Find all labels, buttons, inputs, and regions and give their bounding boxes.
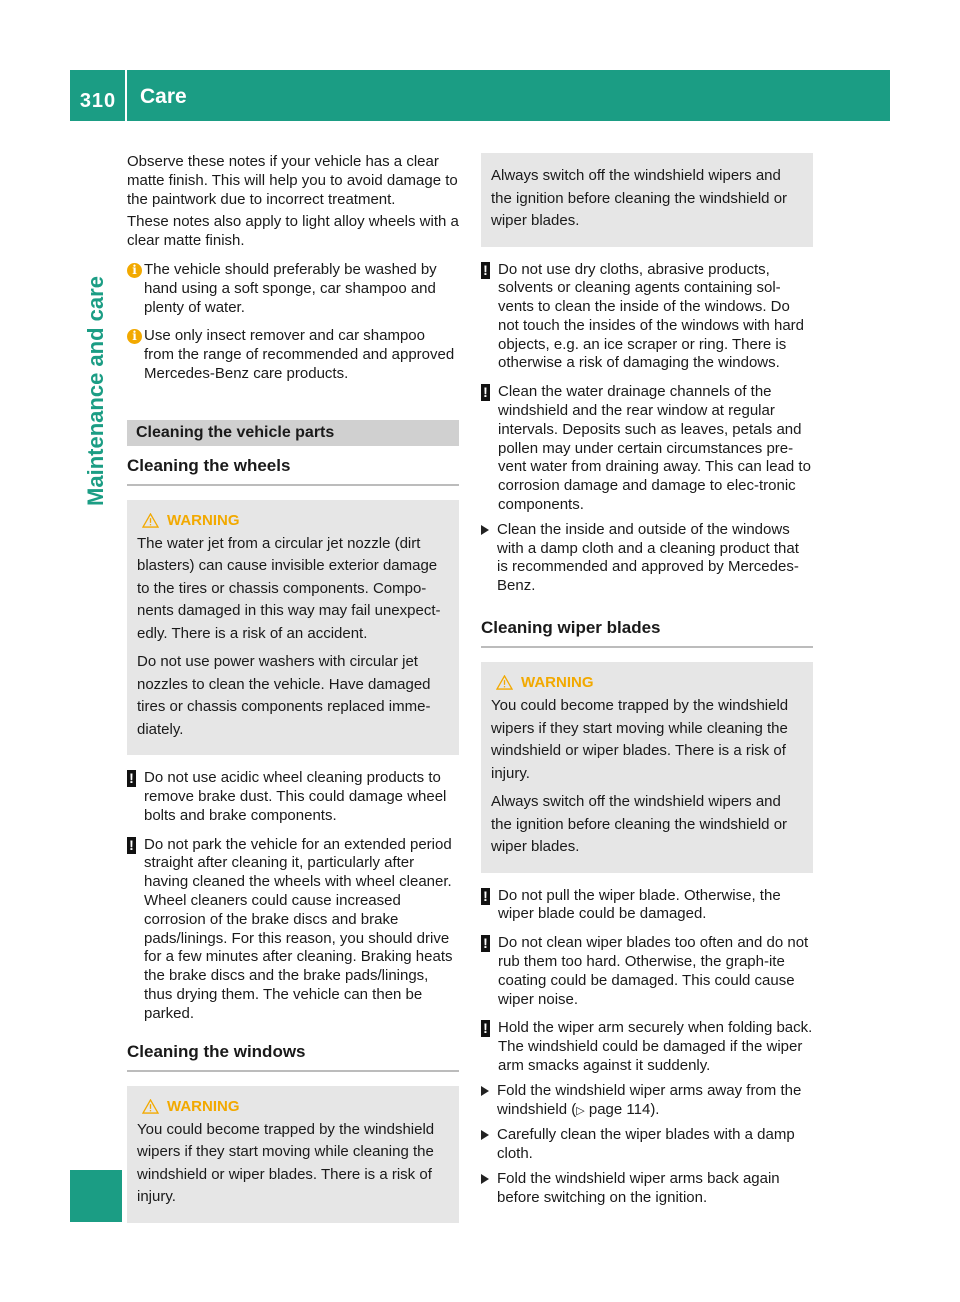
caution-note <box>481 1019 813 1075</box>
caution-note <box>481 934 813 1009</box>
warning-text: You could become trapped by the windshield wipers if they start moving while cleaning the windshield or wiper blades. There is a risk of injury. <box>491 697 789 782</box>
action-step <box>481 521 813 596</box>
side-tab <box>70 121 122 661</box>
warning-box <box>481 662 813 873</box>
warning-title-text: WARNING <box>521 674 594 692</box>
side-tab-label: Maintenance and care <box>83 276 108 506</box>
right-column <box>481 153 813 1214</box>
warning-text: Always switch off the windshield wipers and the ignition before cleaning the windshield or wiper blades. <box>491 793 788 856</box>
warning-text: Do not use power washers with circular jet nozzles to clean the vehicle. Have damaged tires or chassis components replaced imme-diately. <box>137 653 431 738</box>
page-reference-icon: ▷ <box>576 1104 585 1117</box>
caution-note <box>481 887 813 925</box>
caution-note <box>481 261 813 374</box>
warning-title <box>137 512 449 529</box>
warning-text: You could become trapped by the windshield wipers if they start moving while cleaning the windshield or wiper blades. There is a risk of injury. <box>137 1120 435 1206</box>
caution-note-text: Clean the water drainage channels of the windshield and the rear window at regular intervals. Deposits such as leaves, petals and pollen may under certain circumstances pre-vent water from draining away. This can lead to corrosion damage and damage to elec-tronic components. <box>498 383 811 514</box>
header-bar <box>70 70 890 121</box>
warning-text: The water jet from a circular jet nozzle (dirt blasters) can cause invisible exterior damage to the tires or chassis components. Compo-nents damaged in this way may fail unexpect-edly. There is a risk of an accident. <box>137 534 441 642</box>
warning-title-text: WARNING <box>167 511 240 529</box>
action-step-text-part: Fold the windshield wiper arms away from the windshield ( <box>497 1081 802 1118</box>
subsection-heading-wheels: Cleaning the wheels <box>127 456 459 486</box>
exclamation-icon: ! <box>481 262 490 279</box>
left-column <box>127 153 459 1237</box>
warning-triangle-icon <box>496 675 513 690</box>
chapter-title: Care <box>140 85 187 108</box>
caution-note-text: Do not pull the wiper blade. Otherwise, the wiper blade could be damaged. <box>498 886 781 923</box>
section-title: Cleaning the vehicle parts <box>127 420 459 446</box>
arrow-right-icon <box>481 1130 489 1140</box>
info-note <box>127 261 459 317</box>
warning-title-text: WARNING <box>167 1097 240 1115</box>
warning-text: Always switch off the windshield wipers and the ignition before cleaning the windshield or wiper blades. <box>491 167 788 229</box>
caution-note <box>127 836 459 1024</box>
caution-note-text: Do not park the vehicle for an extended period straight after cleaning it, particularly after having cleaned the wheels with wheel cleaner. Wheel cleaners could cause increased corrosion of the brake discs and brake pads/linings. For this reason, you should drive for a few minutes after cleaning. Braking heats the brake discs and the brake pads/linings, thus drying them. The vehicle can then be parked. <box>144 835 453 1022</box>
warning-triangle-icon <box>142 1099 159 1114</box>
warning-box-continued <box>481 153 813 247</box>
info-note-text: The vehicle should preferably be washed by hand using a soft sponge, car shampoo and plenty of water. <box>144 260 437 316</box>
warning-title <box>491 674 803 691</box>
side-tab-marker <box>70 1170 122 1222</box>
subsection-heading-wiper: Cleaning wiper blades <box>481 618 813 648</box>
action-step <box>481 1170 813 1208</box>
info-icon: i <box>127 329 142 344</box>
header-divider <box>125 70 127 121</box>
page-number: 310 <box>79 90 117 112</box>
warning-box <box>127 500 459 756</box>
exclamation-icon: ! <box>481 935 490 952</box>
subsection-heading-windows: Cleaning the windows <box>127 1042 459 1072</box>
exclamation-icon: ! <box>481 384 490 401</box>
warning-box <box>127 1086 459 1223</box>
arrow-right-icon <box>481 1174 489 1184</box>
arrow-right-icon <box>481 1086 489 1096</box>
exclamation-icon: ! <box>481 888 490 905</box>
info-icon: i <box>127 263 142 278</box>
caution-note-text: Do not use dry cloths, abrasive products, solvents or cleaning agents containing sol-vents to clean the inside of the windows. Do not touch the insides of the windows with hard objects, e.g. an ice scraper or ring. There is otherwise a risk of damaging the windows. <box>498 260 805 372</box>
exclamation-icon: ! <box>127 837 136 854</box>
page-reference-link[interactable]: page 114 <box>588 1100 651 1118</box>
caution-note-text: Do not use acidic wheel cleaning products to remove brake dust. This could damage wheel bolts and brake components. <box>144 769 447 824</box>
action-step <box>481 1126 813 1164</box>
intro-paragraph: These notes also apply to light alloy wheels with a clear matte finish. <box>127 213 459 250</box>
exclamation-icon: ! <box>127 770 136 787</box>
action-step-text: Carefully clean the wiper blades with a damp cloth. <box>497 1126 795 1163</box>
intro-paragraph: Observe these notes if your vehicle has a clear matte finish. This will help you to avoid damage to the paintwork due to incorrect treatment. <box>127 153 458 208</box>
info-note-text: Use only insect remover and car shampoo from the range of recommended and approved Mercedes-Benz care products. <box>144 327 455 382</box>
action-step-text-part: ). <box>650 1100 660 1118</box>
caution-note-text: Hold the wiper arm securely when folding back. The windshield could be damaged if the wiper arm smacks against it suddenly. <box>498 1019 813 1074</box>
arrow-right-icon <box>481 525 489 535</box>
caution-note-text: Do not clean wiper blades too often and do not rub them too hard. Otherwise, the graph-ite coating could be damaged. This could cause wiper noise. <box>498 934 809 1008</box>
action-step-text <box>497 1082 813 1121</box>
action-step-text: Fold the windshield wiper arms back again before switching on the ignition. <box>497 1169 780 1206</box>
action-step <box>481 1082 813 1121</box>
action-step-text: Clean the inside and outside of the windows with a damp cloth and a cleaning product that is recommended and approved by Mercedes-Benz. <box>497 520 799 595</box>
warning-triangle-icon <box>142 513 159 528</box>
info-note <box>127 327 459 383</box>
caution-note <box>481 383 813 515</box>
caution-note <box>127 769 459 825</box>
exclamation-icon: ! <box>481 1020 490 1037</box>
warning-title <box>137 1098 449 1115</box>
